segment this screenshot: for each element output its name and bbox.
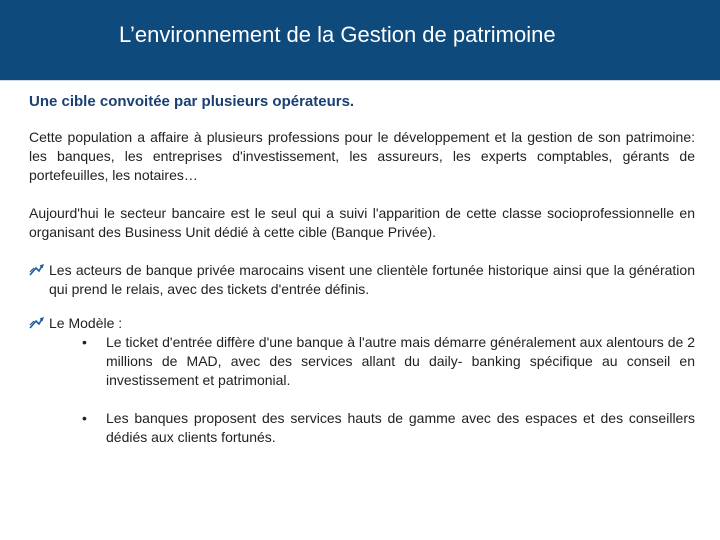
sub-list-item <box>49 409 695 447</box>
bullet-dot: • <box>82 410 87 426</box>
arrow-bullet-icon <box>29 264 44 277</box>
paragraph: Cette population a affaire à plusieurs professions pour le développement et la gestion de son patrimoine: les banques, les entreprises d'investissement, les assureurs, les experts comptables, gérants de portefeuilles, les notaires… <box>29 129 695 183</box>
slide-title: L’environnement de la Gestion de patrimoine <box>119 22 556 47</box>
arrow-bullet-icon <box>29 317 44 330</box>
sub-item-text: Les banques proposent des services hauts de gamme avec des espaces et des conseillers dédiés aux clients fortunés. <box>106 410 695 445</box>
slide-content <box>29 93 695 462</box>
section-subtitle: Une cible convoitée par plusieurs opérateurs. <box>29 93 355 110</box>
bullet-text: Le Modèle : <box>49 315 123 331</box>
bullet-item <box>29 261 695 299</box>
sub-list <box>49 333 695 447</box>
paragraph: Aujourd'hui le secteur bancaire est le seul qui a suivi l'apparition de cette classe socioprofessionnelle en organisant des Business Unit dédié à cette cible (Banque Privée). <box>29 205 695 240</box>
sub-list-item <box>49 333 695 390</box>
bullet-text: Les acteurs de banque privée marocains visent une clientèle fortunée historique ainsi que la génération qui prend le relais, avec des tickets d'entrée définis. <box>49 262 695 297</box>
sub-item-text: Le ticket d'entrée diffère d'une banque à l'autre mais démarre généralement aux alentours de 2 millions de MAD, avec des services allant du daily- banking spécifique au conseil en investissement et patrimonial. <box>106 334 695 388</box>
bullet-dot: • <box>82 334 87 350</box>
slide-header <box>0 0 720 81</box>
bullet-item <box>29 314 695 447</box>
